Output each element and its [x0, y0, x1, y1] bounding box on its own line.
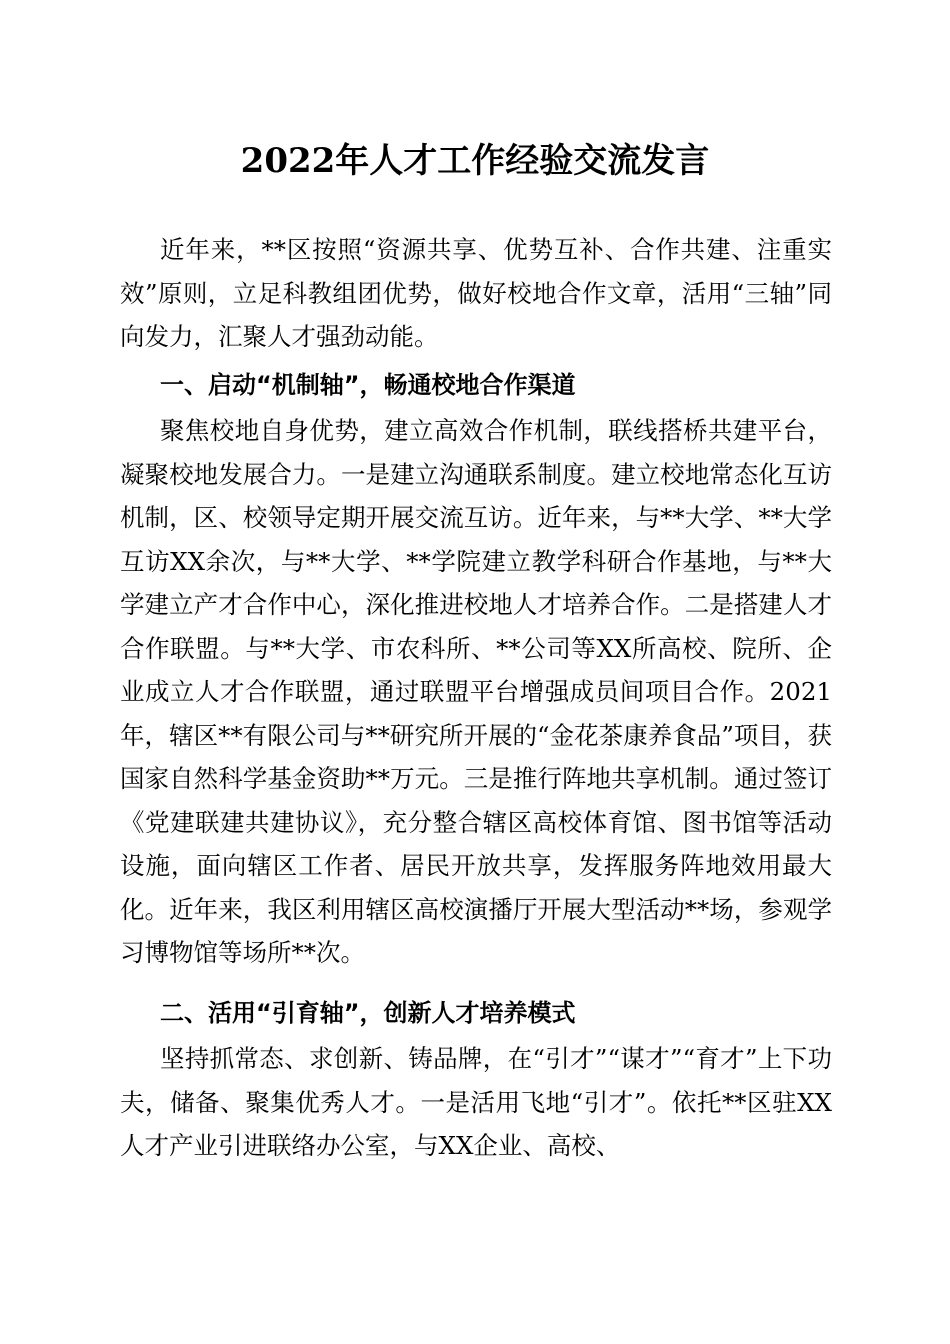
section-2-heading: 二、活用“引育轴”，创新人才培养模式 — [160, 999, 576, 1027]
section-1-paragraph: 聚焦校地自身优势，建立高效合作机制，联线搭桥共建平台，凝聚校地发展合力。一是建立沟通联系制度。建立校地常态化互访机制，区、校领导定期开展交流互访。近年来，与**大学、**大学互访XX余次，与**大学、**学院建立教学科研合作基地，与**大学建立产才合作中心，深化推进校地人才培养合作。二是搭建人才合作联盟。与**大学、市农科所、**公司等XX所高校、院所、企业成立人才合作联盟，通过联盟平台增强成员间项目合作。2021年，辖区**有限公司与**研究所开展的“金花茶康养食品”项目，获国家自然科学基金资助**万元。三是推行阵地共享机制。通过签订《党建联建共建协议》，充分整合辖区高校体育馆、图书馆等活动设施，面向辖区工作者、居民开放共享，发挥服务阵地效用最大化。近年来，我区利用辖区高校演播厅开展大型活动**场，参观学习博物馆等场所**次。 — [120, 416, 832, 967]
intro-paragraph: 近年来，**区按照“资源共享、优势互补、合作共建、注重实效”原则，立足科教组团优势，做好校地合作文章，活用“三轴”同向发力，汇聚人才强劲动能。 — [120, 235, 832, 351]
section-2-block — [120, 1037, 832, 1168]
section-2-paragraph: 坚持抓常态、求创新、铸品牌，在“引才”“谋才”“育才”上下功夫，储备、聚集优秀人才。一是活用飞地“引才”。依托**区驻XX人才产业引进联络办公室，与XX企业、高校、 — [120, 1044, 832, 1160]
section-1-block — [120, 409, 832, 975]
section-1-heading: 一、启动“机制轴”，畅通校地合作渠道 — [160, 371, 576, 399]
document-title: 2022年人才工作经验交流发言 — [240, 141, 710, 181]
intro-block — [120, 228, 832, 359]
